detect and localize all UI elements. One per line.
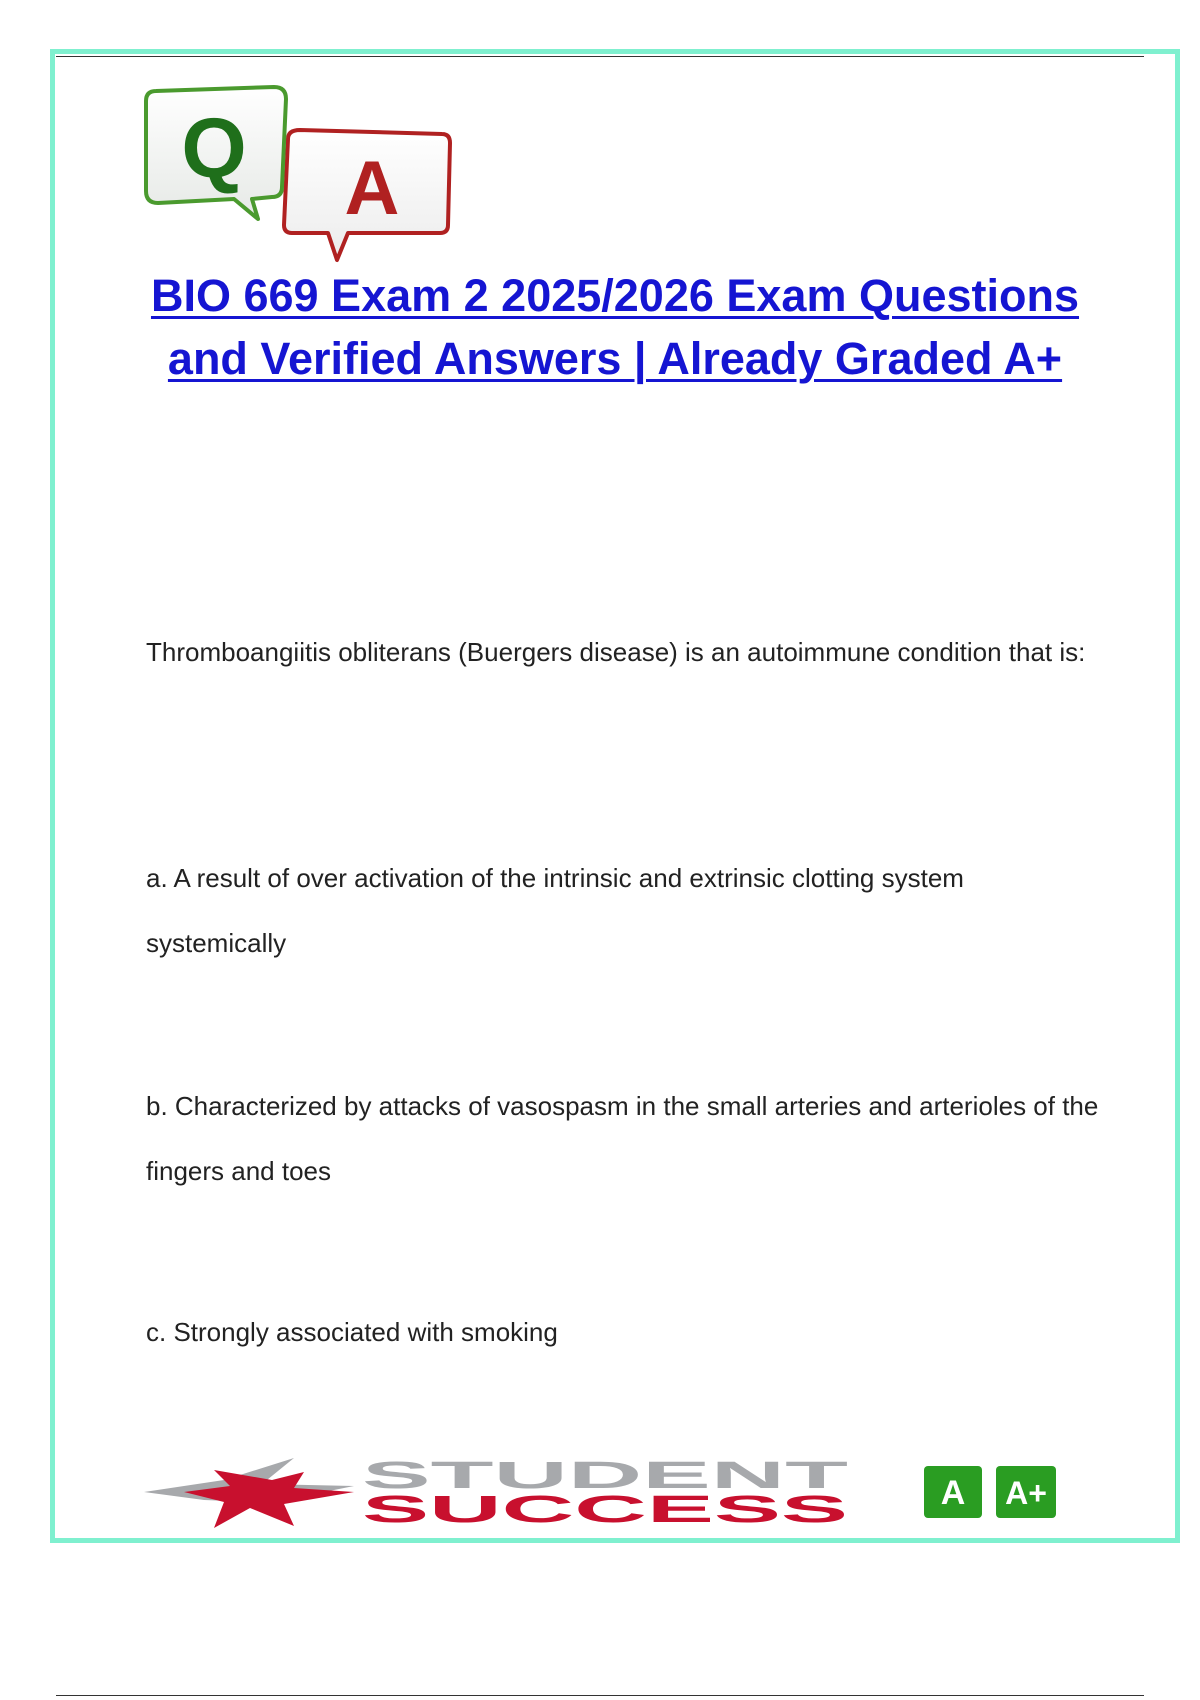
qa-logo xyxy=(142,77,462,267)
a-letter: A xyxy=(344,146,400,231)
grade-badge-a-plus xyxy=(996,1466,1056,1518)
grade-badge-a-plus-label: A+ xyxy=(1005,1475,1047,1511)
option-c: c. Strongly associated with smoking xyxy=(146,1317,558,1347)
a-speech-bubble-icon xyxy=(284,130,450,260)
question-text: Thromboangiitis obliterans (Buergers disease) is an autoimmune condition that is: xyxy=(146,637,1086,667)
brand-line-student: STUDENT xyxy=(362,1455,848,1497)
option-b: b. Characterized by attacks of vasospasm in the small arteries and arterioles of the fingers and toes xyxy=(146,1091,1099,1186)
student-success-logo xyxy=(144,1452,1074,1532)
q-letter: Q xyxy=(181,101,247,195)
option-a: a. A result of over activation of the intrinsic and extrinsic clotting system systemically xyxy=(146,863,964,958)
star-swoosh-icon xyxy=(144,1458,354,1528)
bottom-rule xyxy=(56,1695,1144,1696)
grade-badge-a xyxy=(924,1466,982,1518)
grade-badge-a-label: A xyxy=(940,1474,966,1512)
q-speech-bubble-icon xyxy=(146,87,286,219)
document-title[interactable]: BIO 669 Exam 2 2025/2026 Exam Questions and Verified Answers | Already Graded A+ xyxy=(150,270,1080,384)
brand-line-success: SUCCESS xyxy=(362,1489,848,1531)
